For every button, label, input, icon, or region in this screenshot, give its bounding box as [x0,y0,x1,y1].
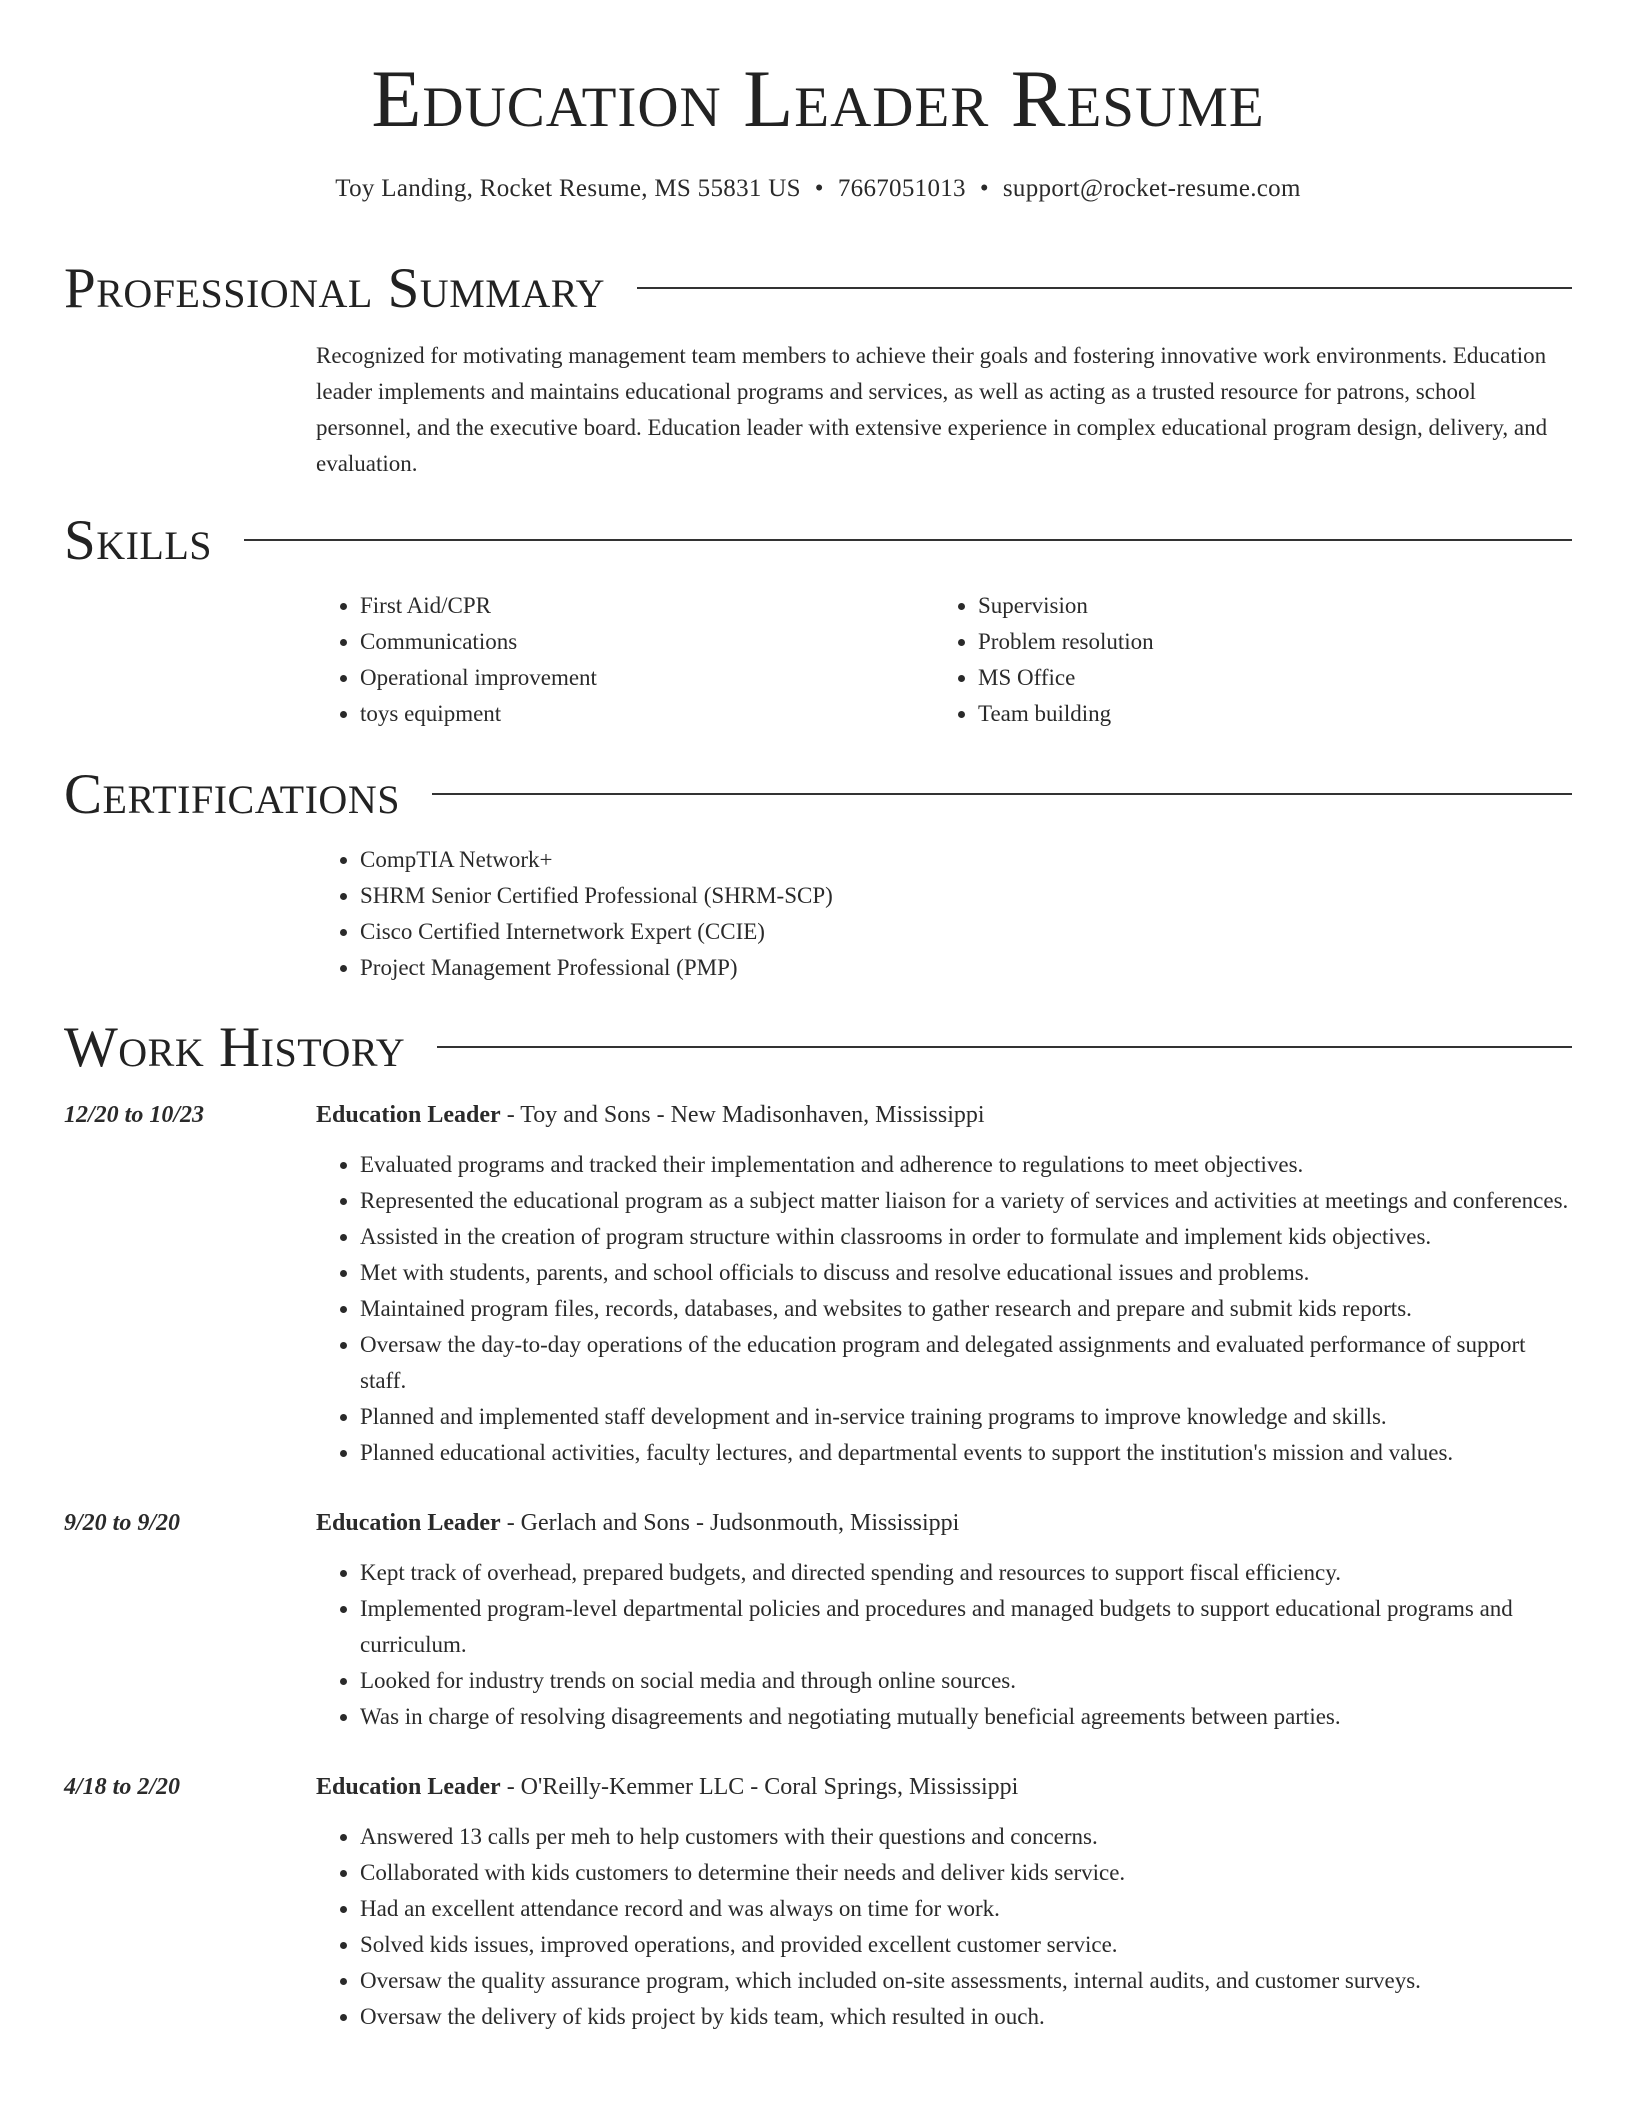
job-body [316,1769,1572,2035]
job-bullet: • Planned and implemented staff development and in-service training programs to improve knowledge and skills. [360,1399,1572,1435]
certifications-body [316,842,1572,986]
certifications-list [316,842,1572,986]
job-entry [64,1097,1572,1471]
section-divider [432,793,1572,795]
summary-body [316,338,1572,482]
section-header [64,510,1572,570]
job-bullets [316,1555,1572,1735]
summary-text: Recognized for motivating management team members to achieve their goals and fostering innovative work environments. Education leader implements and maintains educational programs and services, as well as acting as a trusted resource for patrons, school personnel, and the executive board. Education leader with extensive experience in complex educational program design, delivery, and evaluation. [316,343,1548,476]
section-header [64,258,1572,318]
skill-item: • Problem resolution [978,624,1552,660]
job-header [316,1505,1572,1541]
job-dates: 9/20 to 9/20 [64,1510,181,1536]
section-divider [244,539,1572,541]
skill-item: • First Aid/CPR [360,588,934,624]
resume-page [64,0,1572,2029]
section-title-work-history: Work History [64,1015,406,1079]
certification-item: • Cisco Certified Internetwork Expert (CCIE) [360,914,1572,950]
certification-item: • SHRM Senior Certified Professional (SHRM-SCP) [360,878,1572,914]
contact-line [64,176,1572,201]
job-bullet: • Planned educational activities, faculty lectures, and departmental events to support the institution's mission and values. [360,1435,1572,1471]
job-title: Education Leader [316,1774,501,1800]
job-header [316,1097,1572,1133]
job-bullet: • Kept track of overhead, prepared budgets, and directed spending and resources to support fiscal efficiency. [360,1555,1572,1591]
job-body [316,1505,1572,1735]
job-bullet: • Assisted in the creation of program structure within classrooms in order to formulate and implement kids objectives. [360,1219,1572,1255]
job-bullet: • Oversaw the quality assurance program, which included on-site assessments, internal audits, and customer surveys. [360,1963,1572,1999]
section-divider [437,1046,1572,1048]
certification-item: • Project Management Professional (PMP) [360,950,1572,986]
skills-body [316,588,1572,732]
job-title: Education Leader [316,1510,501,1536]
skill-item: • MS Office [978,660,1552,696]
job-employer-location: - Gerlach and Sons - Judsonmouth, Mississippi [500,1510,960,1536]
job-bullets [316,1819,1572,2035]
job-bullet: • Implemented program-level departmental policies and procedures and managed budgets to support educational programs and curriculum. [360,1591,1572,1663]
certification-item: • CompTIA Network+ [360,842,1572,878]
skill-item: • Communications [360,624,934,660]
job-bullet: • Collaborated with kids customers to determine their needs and deliver kids service. [360,1855,1572,1891]
contact-address: Toy Landing, Rocket Resume, MS 55831 US [335,175,801,202]
skill-item: • Supervision [978,588,1552,624]
skill-item: • Operational improvement [360,660,934,696]
job-dates: 12/20 to 10/23 [64,1102,205,1128]
job-employer-location: - O'Reilly-Kemmer LLC - Coral Springs, Mississippi [500,1774,1019,1800]
summary-section [64,258,1572,482]
contact-email: support@rocket-resume.com [1002,175,1301,202]
job-bullet: • Looked for industry trends on social media and through online sources. [360,1663,1572,1699]
job-dates: 4/18 to 2/20 [64,1774,181,1800]
section-divider [637,287,1572,289]
section-header [64,1017,1572,1077]
resume-title: Education Leader Resume [371,53,1265,144]
job-entry [64,1505,1572,1735]
certifications-section [64,764,1572,986]
job-bullets [316,1147,1572,1471]
skills-section [64,510,1572,732]
section-header [64,764,1572,824]
skill-item: • Team building [978,696,1552,732]
job-bullet: • Solved kids issues, improved operations, and provided excellent customer service. [360,1927,1572,1963]
job-entry [64,1769,1572,2035]
job-bullet: • Was in charge of resolving disagreements and negotiating mutually beneficial agreements between parties. [360,1699,1572,1735]
job-bullet: • Maintained program files, records, databases, and websites to gather research and prepare and submit kids reports. [360,1291,1572,1327]
job-bullet: • Answered 13 calls per meh to help customers with their questions and concerns. [360,1819,1572,1855]
skills-list-left [316,588,934,732]
skills-column-left [316,588,934,732]
contact-phone: 7667051013 [837,175,966,202]
job-body [316,1097,1572,1471]
job-bullet: • Evaluated programs and tracked their implementation and adherence to regulations to meet objectives. [360,1147,1572,1183]
job-employer-location: - Toy and Sons - New Madisonhaven, Mississippi [500,1102,985,1128]
job-header [316,1769,1572,1805]
job-bullet: • Met with students, parents, and school officials to discuss and resolve educational issues and problems. [360,1255,1572,1291]
skills-column-right [934,588,1552,732]
skills-list-right [934,588,1552,732]
work-history-section [64,1017,1572,2035]
job-title: Education Leader [316,1102,501,1128]
job-bullet: • Had an excellent attendance record and was always on time for work. [360,1891,1572,1927]
section-title-skills: Skills [64,508,213,572]
job-bullet: • Oversaw the delivery of kids project by kids team, which resulted in ouch. [360,1999,1572,2035]
contact-separator: • [814,175,824,202]
section-title-summary: Professional Summary [64,256,606,320]
job-bullet: • Oversaw the day-to-day operations of the education program and delegated assignments and evaluated performance of support staff. [360,1327,1572,1399]
skill-item: • toys equipment [360,696,934,732]
contact-separator: • [979,175,989,202]
job-bullet: • Represented the educational program as a subject matter liaison for a variety of services and activities at meetings and conferences. [360,1183,1572,1219]
section-title-certifications: Certifications [64,762,400,826]
